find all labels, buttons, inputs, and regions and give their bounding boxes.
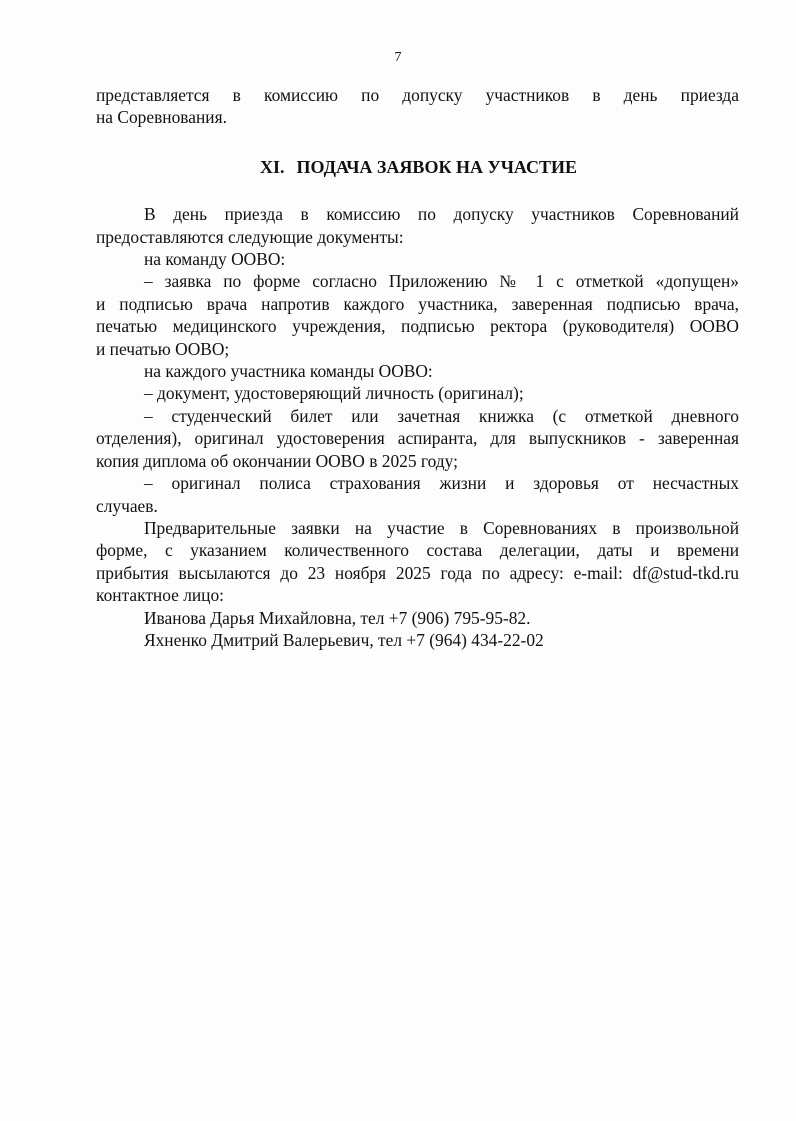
list-item-line: – документ, удостоверяющий личность (оригинал);: [144, 383, 524, 404]
intro-line: на Соревнования.: [96, 107, 227, 128]
list-item-line: и печатью ООВО;: [96, 338, 230, 359]
list-item-line: случаев.: [96, 495, 158, 516]
list-item-line: копия диплома об окончании ООВО в 2025 году;: [96, 450, 458, 471]
paragraph-line: Предварительные заявки на участие в Соревнованиях в произвольной: [144, 517, 739, 538]
document-body: [96, 84, 739, 651]
list-item-line: отделения), оригинал удостоверения аспиранта, для выпускников - заверенная: [96, 428, 739, 449]
list-item-line: – студенческий билет или зачетная книжка (с отметкой дневного: [144, 405, 739, 426]
list-item-line: – заявка по форме согласно Приложению № 1 с отметкой «допущен»: [144, 271, 739, 292]
list-item-line: и подписью врача напротив каждого участника, заверенная подписью врача,: [96, 293, 739, 314]
paragraph-line: контактное лицо:: [96, 585, 225, 606]
member-label: на каждого участника команды ООВО:: [144, 361, 433, 382]
paragraph-line: В день приезда в комиссию по допуску участников Соревнований: [144, 204, 739, 225]
list-item-line: – оригинал полиса страхования жизни и здоровья от несчастных: [144, 473, 739, 494]
section-number: XI.: [259, 156, 285, 177]
intro-line: представляется в комиссию по допуску участников в день приезда: [96, 85, 739, 105]
paragraph-line: форме, с указанием количественного состава делегации, даты и времени: [96, 540, 739, 561]
section-heading: [96, 156, 739, 178]
contact-line: Яхненко Дмитрий Валерьевич, тел +7 (964) 434-22-02: [144, 629, 544, 650]
page-number: 7: [394, 50, 402, 65]
list-item-line: печатью медицинского учреждения, подписью ректора (руководителя) ООВО: [96, 316, 739, 337]
contact-line: Иванова Дарья Михайловна, тел +7 (906) 795-95-82.: [144, 607, 531, 628]
paragraph-line: предоставляются следующие документы:: [96, 226, 404, 247]
paragraph-line: прибытия высылаются до 23 ноября 2025 года по адресу: e-mail: df@stud-tkd.ru: [96, 562, 739, 583]
team-label: на команду ООВО:: [144, 249, 286, 270]
section-title: ПОДАЧА ЗАЯВОК НА УЧАСТИЕ: [296, 156, 578, 177]
